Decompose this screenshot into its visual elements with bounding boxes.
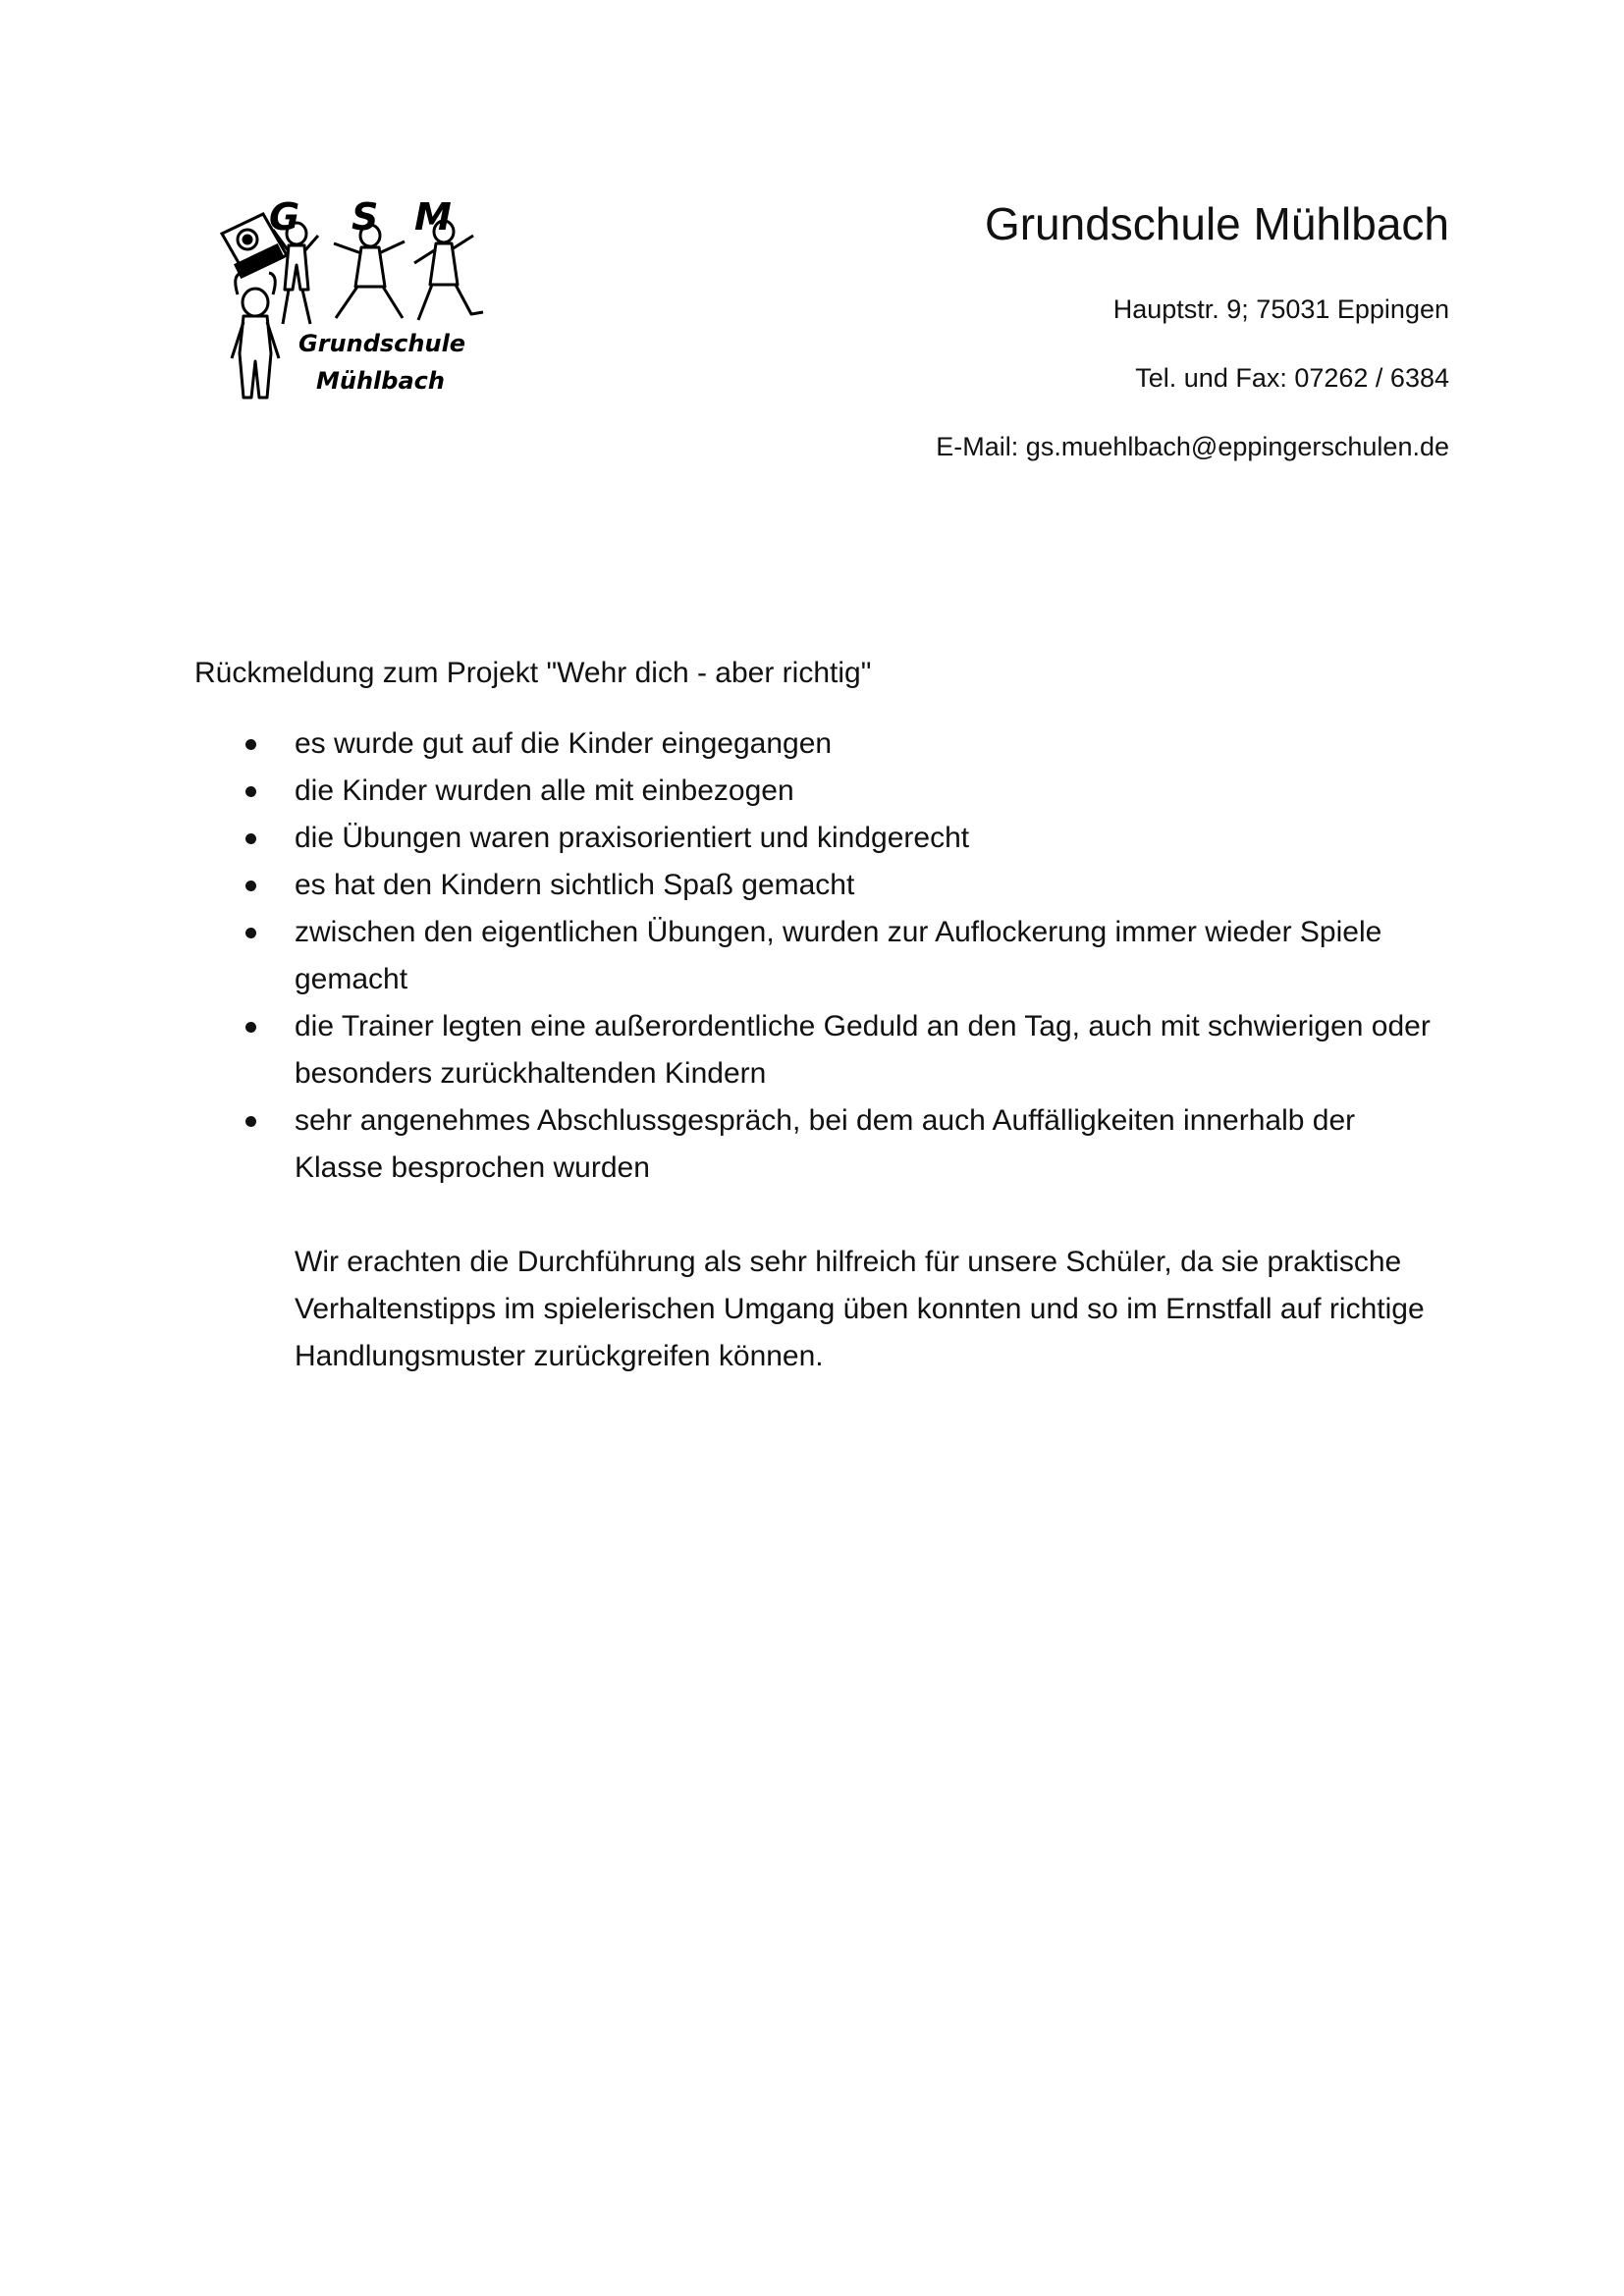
bullet-icon <box>245 739 256 750</box>
list-item-text: es wurde gut auf die Kinder eingegangen <box>295 727 833 760</box>
logo-letter-m: M <box>414 196 452 239</box>
bullet-icon <box>245 1022 256 1033</box>
school-logo-icon <box>208 196 493 417</box>
address-line: Hauptstr. 9; 75031 Eppingen <box>1112 294 1449 324</box>
list-item <box>194 862 1451 909</box>
logo-letter-g: G <box>269 196 300 239</box>
list-item-text: es hat den Kindern sichtlich Spaß gemacht <box>295 869 855 901</box>
bullet-icon <box>245 833 256 844</box>
list-item-text: die Trainer legten eine außerordentliche Geduld an den Tag, auch mit schwierigen oder besonders zurückhaltenden Kindern <box>295 1010 1431 1090</box>
bullet-icon <box>245 786 256 797</box>
school-name: Grundschule Mühlbach <box>984 198 1449 249</box>
letterhead <box>936 196 1449 499</box>
list-item-text: zwischen den eigentlichen Übungen, wurden zur Auflockerung immer wieder Spiele gemacht <box>295 916 1382 995</box>
list-item <box>194 721 1451 768</box>
logo-text-line1: Grundschule <box>298 330 466 357</box>
phone-line: Tel. und Fax: 07262 / 6384 <box>1135 363 1449 393</box>
list-item-text: die Übungen waren praxisorientiert und kindgerecht <box>295 822 970 854</box>
list-item <box>194 768 1451 815</box>
school-logo <box>208 196 493 417</box>
feedback-list <box>194 721 1451 1192</box>
list-item <box>194 1003 1451 1097</box>
list-item <box>194 909 1451 1003</box>
logo-text-line2: Mühlbach <box>316 367 445 395</box>
logo-letter-s: S <box>352 196 379 239</box>
subject-line: Rückmeldung zum Projekt "Wehr dich - aber richtig" <box>194 657 872 689</box>
list-item <box>194 1097 1451 1192</box>
bullet-icon <box>245 1116 256 1127</box>
bullet-icon <box>245 928 256 938</box>
email-line: E-Mail: gs.muehlbach@eppingerschulen.de <box>936 432 1449 461</box>
list-item-text: sehr angenehmes Abschlussgespräch, bei dem auch Auffälligkeiten innerhalb der Klasse besprochen wurden <box>295 1104 1356 1184</box>
list-item <box>194 815 1451 862</box>
closing-paragraph: Wir erachten die Durchführung als sehr hilfreich für unsere Schüler, da sie praktische Verhaltenstipps im spielerischen Umgang üben konnten und so im Ernstfall auf richtige Handlungsmuster zurückgreifen können. <box>295 1246 1425 1372</box>
bullet-icon <box>245 881 256 891</box>
letter-body <box>194 650 1451 1380</box>
list-item-text: die Kinder wurden alle mit einbezogen <box>295 774 794 807</box>
